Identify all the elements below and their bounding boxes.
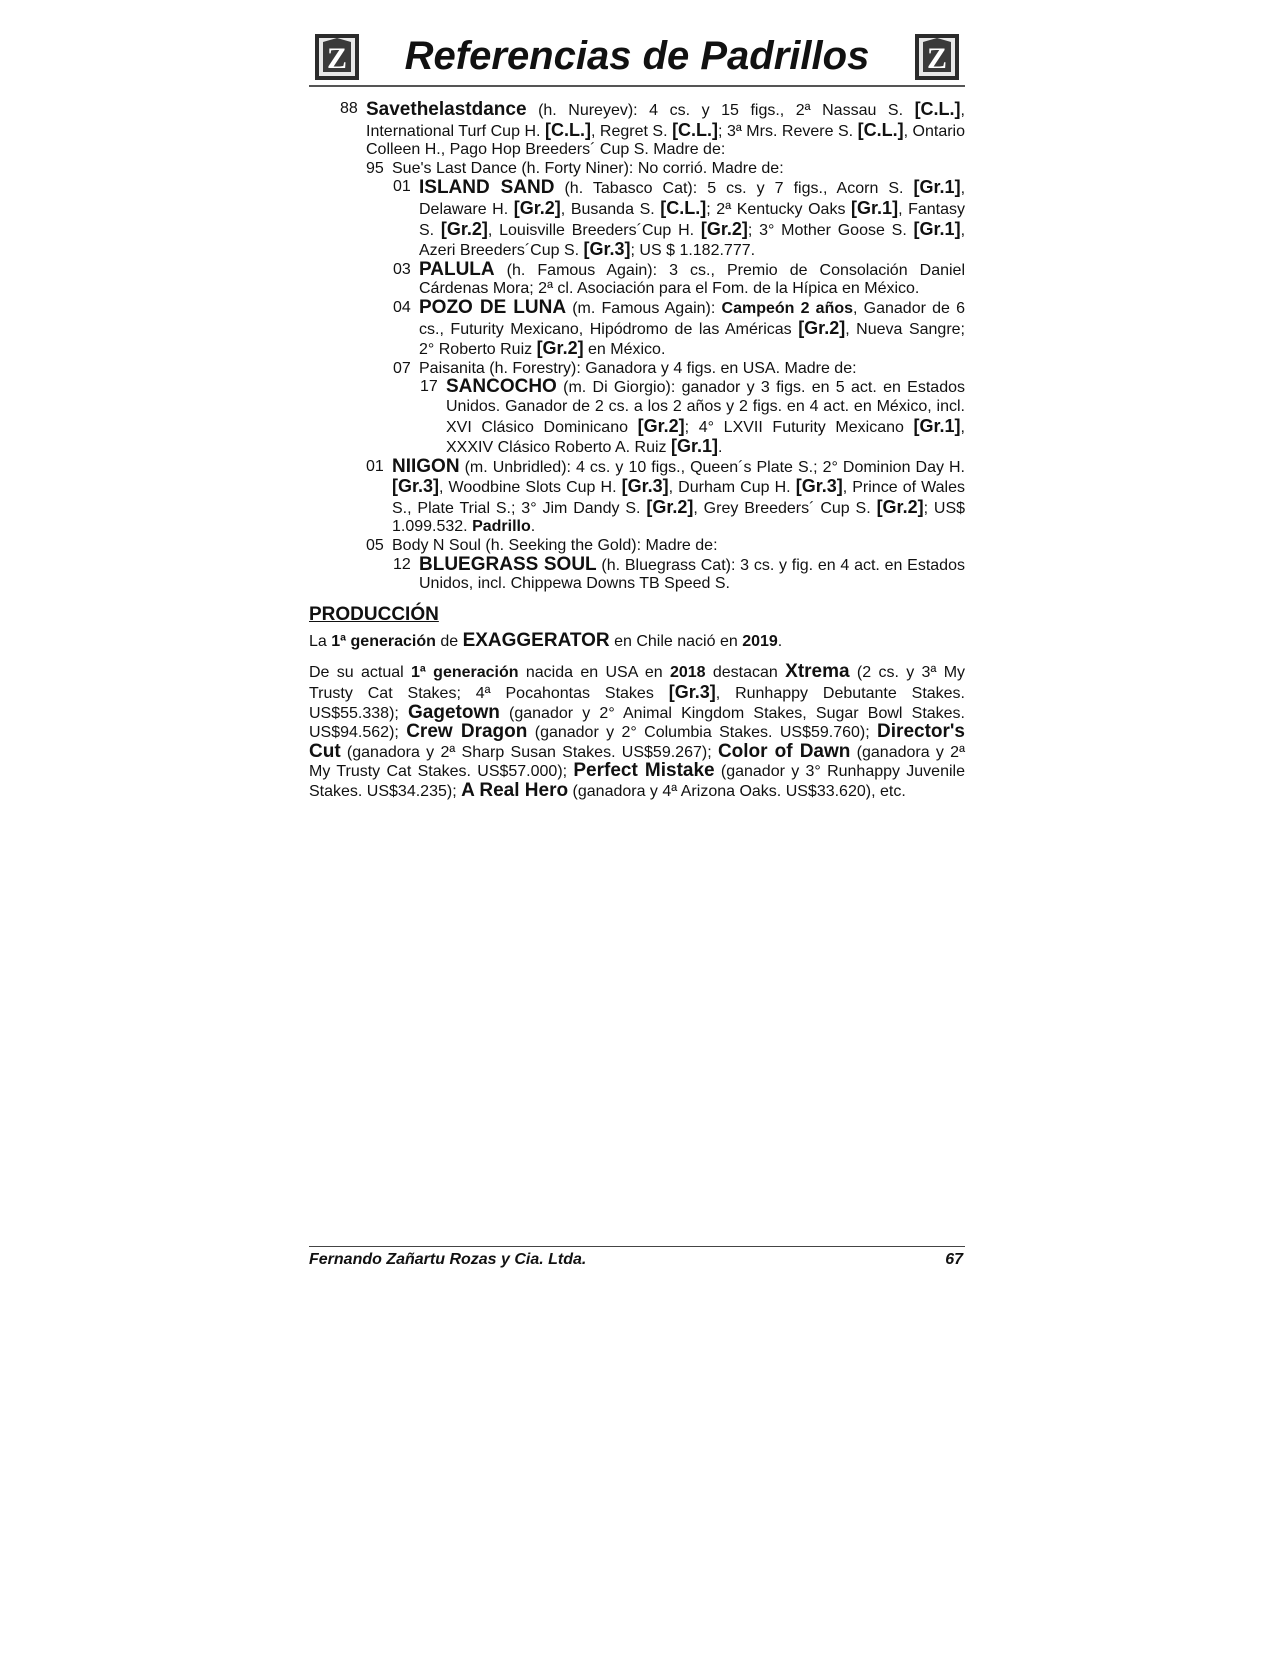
grade-badge: [Gr.2] bbox=[440, 218, 488, 239]
grade-badge: [Gr.1] bbox=[851, 197, 899, 218]
page-header bbox=[309, 30, 965, 87]
entry-text: , Ontario Colleen H., Pago Hop Breeders´ Cup S. Madre de: bbox=[366, 122, 966, 159]
para-text: De su actual bbox=[309, 664, 412, 682]
entry-text: Body N Soul (h. Seeking the Gold): Madre de: bbox=[392, 537, 718, 555]
pedigree-entry bbox=[393, 258, 965, 299]
entry-text: , Grey Breeders´ Cup S. bbox=[693, 499, 877, 517]
para-text: destacan bbox=[705, 664, 786, 682]
para-text: La bbox=[309, 632, 332, 650]
grade-badge: [Gr.3] bbox=[583, 239, 631, 260]
entry-text: ; US $ 1.182.777. bbox=[630, 242, 756, 260]
entry-year: 88 bbox=[340, 100, 358, 117]
entry-text: , Ganador de 6 cs., Futurity Mexicano, Hipódromo de las Américas bbox=[419, 299, 965, 338]
grade-badge: [C.L.] bbox=[857, 119, 904, 140]
para-bold: 2018 bbox=[669, 664, 706, 682]
para-text: (ganador y 3° Runhappy Juvenile Stakes. US$34.235); bbox=[309, 763, 965, 800]
horse-name: Crew Dragon bbox=[406, 721, 528, 743]
grade-badge: [Gr.2] bbox=[637, 415, 685, 436]
para-text: , Runhappy Debutante Stakes. US$55.338); bbox=[309, 685, 966, 722]
page-title: Referencias de Padrillos bbox=[404, 34, 870, 78]
entry-text: Sue's Last Dance (h. Forty Niner): No corrió. Madre de: bbox=[392, 159, 784, 177]
zr-logo-right-icon bbox=[913, 32, 961, 82]
para-bold: 2019 bbox=[742, 632, 778, 650]
para-text: de bbox=[435, 632, 463, 650]
horse-name: Savethelastdance bbox=[366, 99, 527, 120]
entry-text: (m. Unbridled): 4 cs. y 10 figs., Queen´s Plate S.; 2° Dominion Day H. bbox=[459, 458, 965, 476]
horse-name: Gagetown bbox=[408, 701, 500, 723]
entry-text: Paisanita (h. Forestry): Ganadora y 4 figs. en USA. Madre de: bbox=[419, 359, 857, 377]
pedigree-list bbox=[309, 100, 965, 594]
entry-text: , International Turf Cup H. bbox=[366, 102, 965, 140]
para-bold: 1ª generación bbox=[411, 664, 519, 682]
horse-name: ISLAND SAND bbox=[419, 177, 555, 199]
para-text: (2 cs. y 3ª My Trusty Cat Stakes; 4ª Pocahontas Stakes bbox=[309, 664, 966, 703]
entry-year: 01 bbox=[393, 178, 411, 196]
entry-text: ; 4° LXVII Futurity Mexicano bbox=[684, 418, 914, 436]
grade-badge: [C.L.] bbox=[672, 119, 719, 140]
entry-text: en México. bbox=[583, 341, 666, 359]
page-footer bbox=[309, 1246, 965, 1269]
entry-text: , Louisville Breeders´Cup H. bbox=[487, 221, 701, 239]
entry-text: (h. Famous Again): 3 cs., Premio de Consolación Daniel Cárdenas Mora; 2ª cl. Asociación para el Fom. de la Hípica en México. bbox=[419, 261, 965, 298]
entry-text: ; 3° Mother Goose S. bbox=[747, 221, 914, 239]
entry-text: (h. Nureyev): 4 cs. y 15 figs., 2ª Nassau S. bbox=[526, 102, 915, 119]
entry-text: , Azeri Breeders´Cup S. bbox=[419, 221, 966, 260]
para-text: (ganadora y 2ª My Trusty Cat Stakes. US$57.000); bbox=[309, 743, 965, 781]
entry-text: ; 2ª Kentucky Oaks bbox=[706, 200, 852, 218]
production-paragraph bbox=[309, 663, 965, 801]
entry-year: 03 bbox=[393, 260, 411, 278]
entry-year: 04 bbox=[393, 298, 411, 316]
entry-text: , Regret S. bbox=[590, 122, 673, 140]
entry-text: (m. Di Giorgio): ganador y 3 figs. en 5 act. en Estados Unidos. Ganador de 2 cs. a los 2 años y 2 figs. en 4 act. en México, incl. XVI Clásico Dominicano bbox=[446, 379, 965, 436]
horse-name: NIIGON bbox=[392, 455, 460, 477]
grade-badge: [Gr.2] bbox=[798, 317, 846, 338]
entry-text: , Durham Cup H. bbox=[668, 479, 796, 497]
grade-badge: [Gr.2] bbox=[876, 496, 924, 517]
grade-badge: [Gr.1] bbox=[913, 415, 961, 436]
para-bold: 1ª generación bbox=[331, 632, 436, 650]
para-text: (ganador y 2° Animal Kingdom Stakes, Sugar Bowl Stakes. US$94.562); bbox=[309, 704, 966, 742]
pedigree-entry bbox=[366, 455, 966, 537]
entry-text: , XXXIV Clásico Roberto A. Ruiz bbox=[446, 418, 965, 457]
entry-text: . bbox=[530, 518, 536, 536]
pedigree-entry bbox=[393, 296, 966, 360]
grade-badge: [Gr.2] bbox=[513, 197, 561, 218]
horse-name: PALULA bbox=[419, 258, 495, 280]
sire-name: EXAGGERATOR bbox=[462, 629, 610, 651]
pedigree-entry bbox=[366, 159, 965, 179]
entry-year: 01 bbox=[366, 457, 384, 475]
grade-badge: [Gr.3] bbox=[795, 476, 843, 497]
page-number: 67 bbox=[945, 1251, 963, 1268]
horse-name: A Real Hero bbox=[461, 780, 569, 801]
para-text: . bbox=[777, 632, 783, 650]
grade-badge: [Gr.1] bbox=[913, 177, 961, 198]
entry-text: (h. Bluegrass Cat): 3 cs. y fig. en 4 act. en Estados Unidos, incl. Chippewa Downs TB Speed S. bbox=[419, 556, 965, 593]
champion-label: Campeón 2 años bbox=[721, 299, 854, 317]
page bbox=[309, 30, 965, 802]
horse-name: Director's Cut bbox=[309, 721, 965, 762]
entry-year: 05 bbox=[366, 537, 384, 555]
entry-text: (m. Famous Again): bbox=[566, 299, 722, 317]
entry-text: , Prince of Wales S., Plate Trial S.; 3° Jim Dandy S. bbox=[392, 479, 965, 517]
entry-text: , Nueva Sangre; 2° Roberto Ruiz bbox=[419, 320, 966, 359]
horse-name: POZO DE LUNA bbox=[419, 296, 567, 318]
para-text: (ganadora y 2ª Sharp Susan Stakes. US$59.267); bbox=[340, 743, 718, 761]
grade-badge: [Gr.3] bbox=[668, 682, 716, 703]
footer-company: Fernando Zañartu Rozas y Cia. Ltda. bbox=[309, 1251, 587, 1268]
grade-badge: [C.L.] bbox=[544, 119, 591, 140]
para-text: en Chile nació en bbox=[609, 632, 743, 650]
section-heading-produccion: PRODUCCIÓN bbox=[309, 603, 439, 625]
grade-badge: [Gr.3] bbox=[392, 476, 440, 497]
horse-name: Perfect Mistake bbox=[573, 760, 715, 782]
entry-text: , Fantasy S. bbox=[419, 200, 966, 239]
entry-year: 12 bbox=[393, 555, 411, 573]
svg-text:Z: Z bbox=[326, 42, 348, 75]
sire-label: Padrillo bbox=[472, 518, 531, 536]
grade-badge: [C.L.] bbox=[660, 197, 707, 218]
entry-text: (h. Tabasco Cat): 5 cs. y 7 figs., Acorn S. bbox=[554, 180, 914, 198]
pedigree-entry bbox=[340, 99, 966, 160]
grade-badge: [C.L.] bbox=[914, 99, 961, 119]
entry-text: ; 3ª Mrs. Revere S. bbox=[718, 122, 858, 140]
entry-year: 17 bbox=[420, 378, 438, 396]
horse-name: Color of Dawn bbox=[717, 740, 851, 762]
pedigree-entry bbox=[393, 553, 965, 594]
entry-text: ; US$ 1.099.532. bbox=[392, 499, 966, 536]
entry-text: . bbox=[718, 439, 723, 457]
entry-text: , Delaware H. bbox=[419, 180, 966, 218]
grade-badge: [Gr.2] bbox=[536, 338, 584, 359]
pedigree-entry bbox=[393, 177, 966, 260]
entry-text: , Busanda S. bbox=[560, 200, 661, 218]
para-text: (ganador y 2° Columbia Stakes. US$59.760); bbox=[527, 724, 878, 742]
production-paragraph bbox=[309, 629, 965, 652]
horse-name: SANCOCHO bbox=[446, 376, 557, 398]
grade-badge: [Gr.1] bbox=[670, 436, 718, 457]
para-text: nacida en USA en bbox=[518, 664, 670, 682]
pedigree-entry bbox=[420, 376, 965, 457]
para-text: (ganadora y 4ª Arizona Oaks. US$33.620), etc. bbox=[568, 783, 906, 800]
grade-badge: [Gr.3] bbox=[621, 476, 669, 497]
entry-text: , Woodbine Slots Cup H. bbox=[439, 479, 622, 497]
entry-year: 95 bbox=[366, 159, 384, 177]
grade-badge: [Gr.1] bbox=[913, 218, 961, 239]
grade-badge: [Gr.2] bbox=[700, 218, 748, 239]
horse-name: BLUEGRASS SOUL bbox=[419, 553, 597, 575]
svg-text:Z: Z bbox=[926, 42, 948, 75]
grade-badge: [Gr.2] bbox=[646, 496, 694, 517]
entry-year: 07 bbox=[393, 359, 411, 377]
horse-name: Xtrema bbox=[785, 661, 850, 683]
